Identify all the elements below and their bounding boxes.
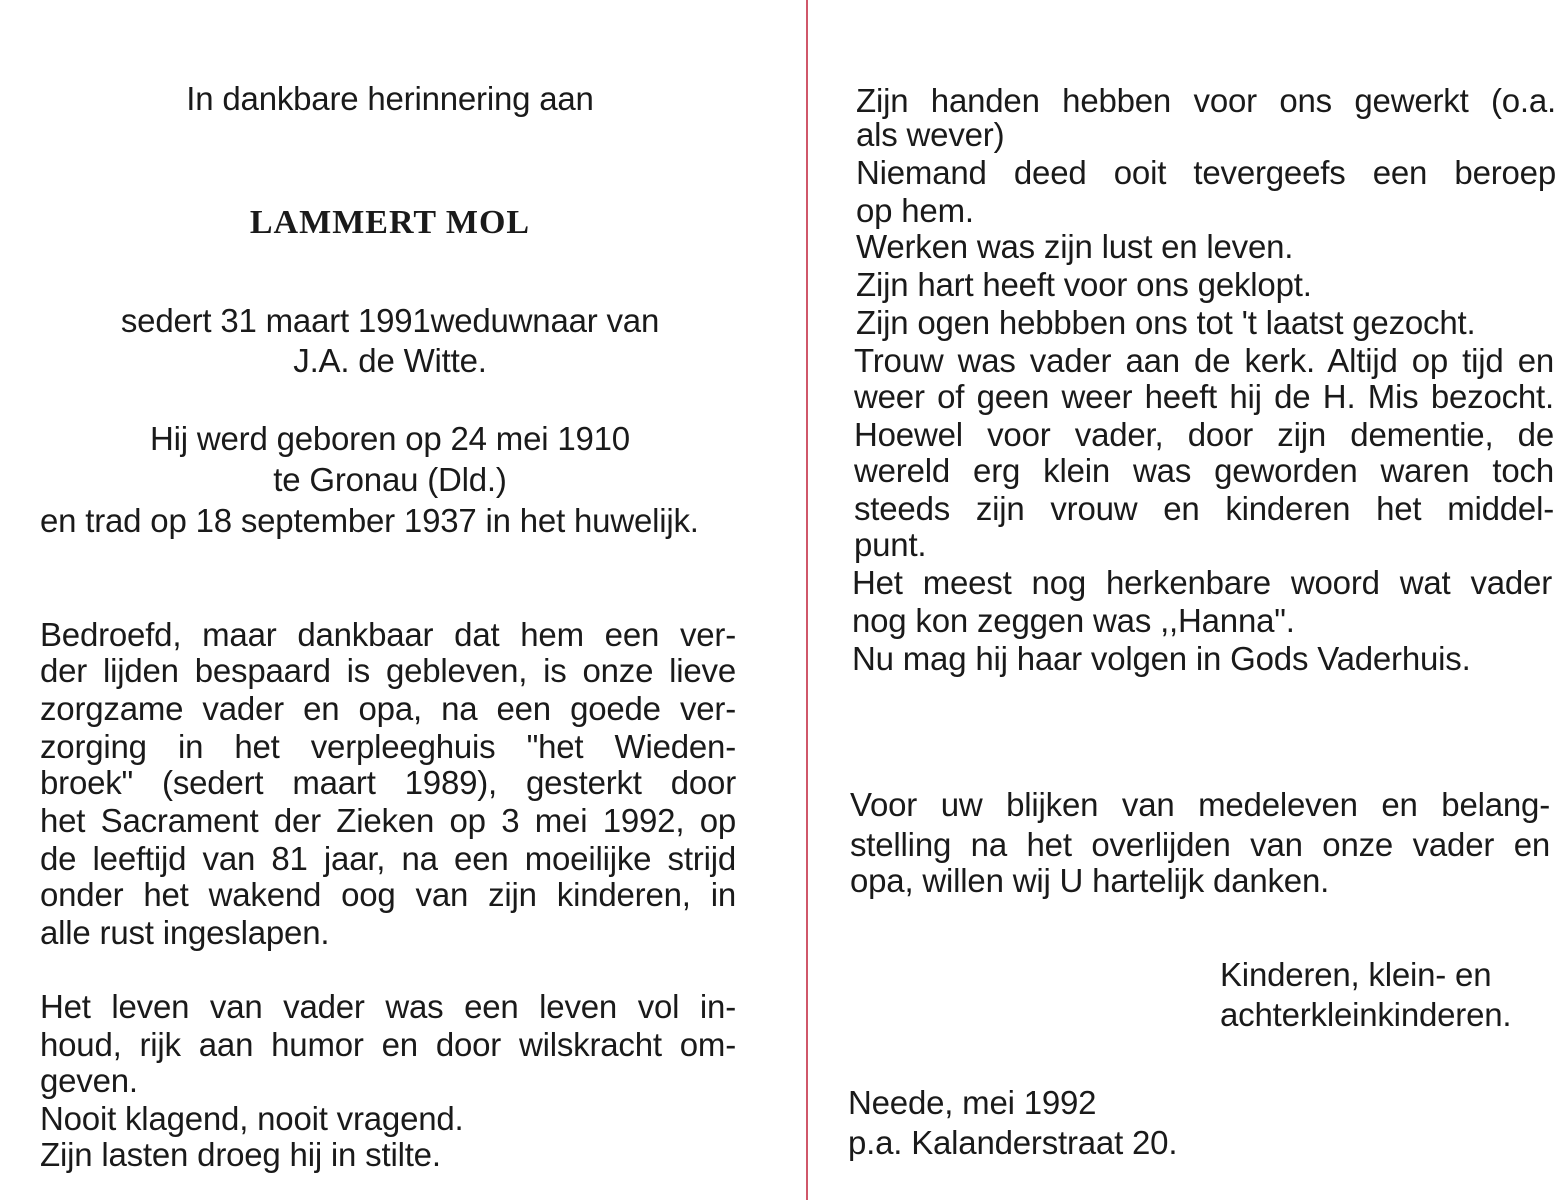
paragraph-line: zorging in het verpleeghuis "het Wieden- [40,728,736,765]
paragraph-line: Nooit klagend, nooit vragend. [40,1100,464,1137]
paragraph-line: Zijn ogen hebbben ons tot 't laatst gezocht. [856,304,1476,341]
paragraph-line: Werken was zijn lust en leven. [856,228,1294,265]
birth-line-3: en trad op 18 september 1937 in het huwelijk. [40,502,699,539]
signature-line-1: Kinderen, klein- en [1220,956,1492,993]
paragraph-line: weer of geen weer heeft hij de H. Mis bezocht. [854,378,1554,415]
paragraph-line: stelling na het overlijden van onze vader en [850,826,1550,863]
paragraph-line: zorgzame vader en opa, na een goede ver- [40,690,736,727]
paragraph-line: Het meest nog herkenbare woord wat vader [852,564,1552,601]
paragraph-line: Trouw was vader aan de kerk. Altijd op tijd en [854,342,1554,379]
intro-text: In dankbare herinnering aan [186,80,594,117]
paragraph-line: Nu mag hij haar volgen in Gods Vaderhuis. [852,640,1471,677]
paragraph-line: der lijden bespaard is gebleven, is onze lieve [40,652,736,689]
paragraph-line: Het leven van vader was een leven vol in- [40,988,736,1025]
paragraph-line: Zijn hart heeft voor ons geklopt. [856,266,1312,303]
paragraph-line: houd, rijk aan humor en door wilskracht om- [40,1026,736,1063]
paragraph-line: Zijn lasten droeg hij in stilte. [40,1136,441,1173]
paragraph-line: alle rust ingeslapen. [40,914,330,951]
paragraph-line: op hem. [856,192,974,229]
place-date: Neede, mei 1992 [848,1084,1097,1121]
paragraph-line: als wever) [856,116,1005,153]
birth-line-2: te Gronau (Dld.) [273,461,507,498]
paragraph-line: nog kon zeggen was ,,Hanna". [852,602,1295,639]
signature-line-2: achterkleinkinderen. [1220,996,1512,1033]
birth-line-1: Hij werd geboren op 24 mei 1910 [150,420,630,457]
widower-line-1: sedert 31 maart 1991weduwnaar van [120,302,660,339]
paragraph-line: Bedroefd, maar dankbaar dat hem een ver- [40,616,736,653]
paragraph-line: wereld erg klein was geworden waren toch [854,452,1554,489]
paragraph-line: Zijn handen hebben voor ons gewerkt (o.a. [856,82,1556,119]
paragraph-line: het Sacrament der Zieken op 3 mei 1992, op [40,802,736,839]
widower-line-2: J.A. de Witte. [293,342,487,379]
paragraph-line: opa, willen wij U hartelijk danken. [850,862,1330,899]
paragraph-line: Voor uw blijken van medeleven en belang- [850,786,1550,823]
paragraph-line: punt. [854,526,927,563]
address: p.a. Kalanderstraat 20. [848,1124,1178,1161]
card-fold-line [806,0,808,1200]
paragraph-line: de leeftijd van 81 jaar, na een moeilijke strijd [40,840,736,877]
deceased-name: LAMMERT MOL [249,204,531,241]
paragraph-line: onder het wakend oog van zijn kinderen, in [40,876,736,913]
paragraph-line: geven. [40,1062,138,1099]
paragraph-line: Niemand deed ooit tevergeefs een beroep [856,154,1556,191]
paragraph-line: Hoewel voor vader, door zijn dementie, de [854,416,1554,453]
paragraph-line: steeds zijn vrouw en kinderen het middel- [854,490,1554,527]
paragraph-line: broek" (sedert maart 1989), gesterkt door [40,764,736,801]
